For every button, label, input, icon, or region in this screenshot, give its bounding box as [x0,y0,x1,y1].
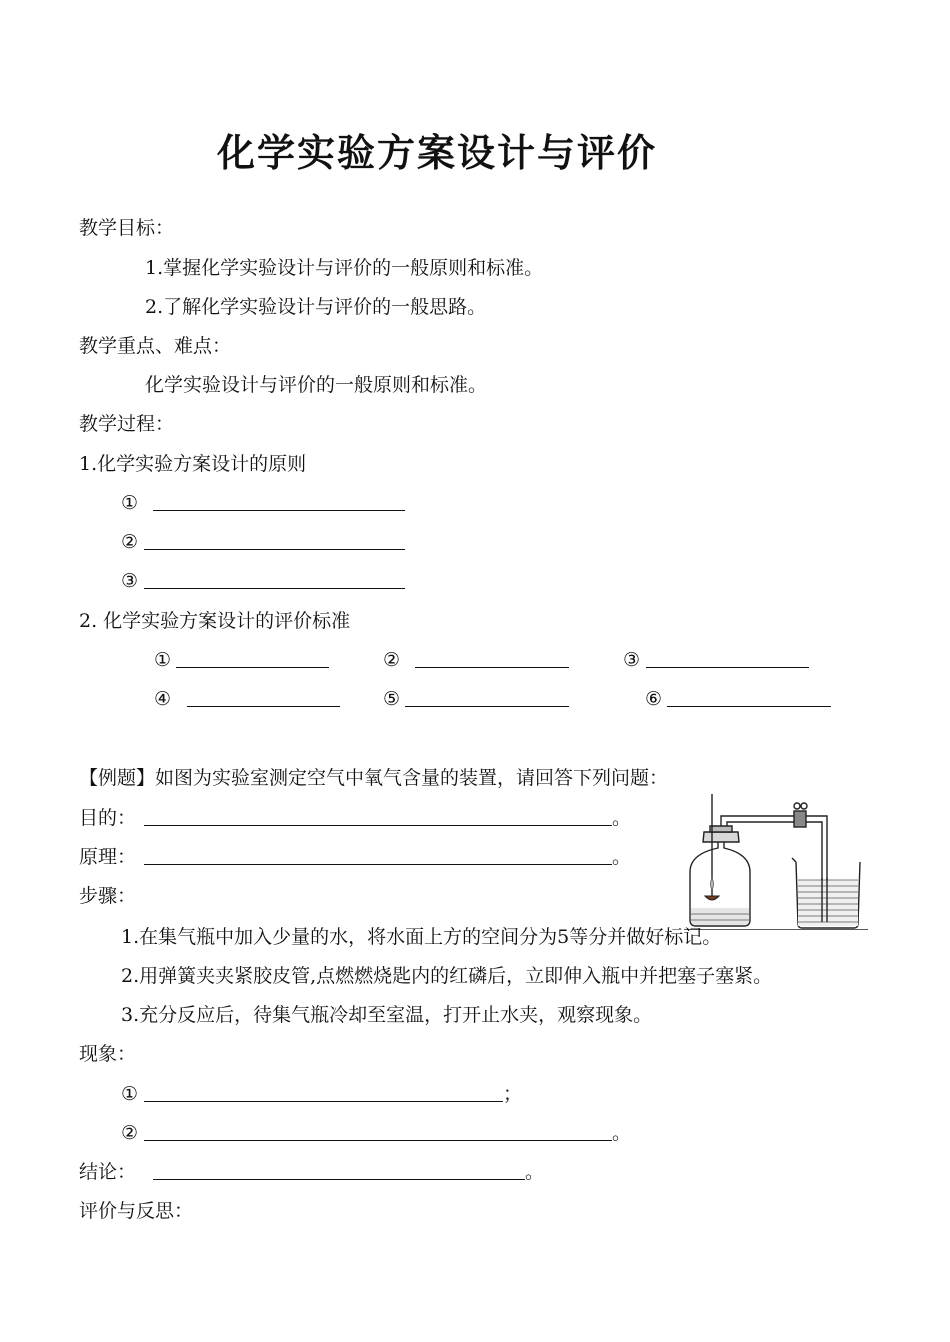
principle-blank-1[interactable] [153,510,405,511]
evaluation-label: 评价与反思： [79,1200,194,1222]
standard-marker-4: ④ [154,688,172,710]
objective-item-1: 1.掌握化学实验设计与评价的一般原则和标准。 [145,257,544,279]
phenomena-label: 现象： [79,1043,137,1065]
conclusion-label: 结论： [79,1161,137,1183]
standard-marker-1: ① [154,649,172,671]
principle-label: 原理： [79,846,137,868]
standard-marker-2: ② [383,649,401,671]
principle-marker-3: ③ [121,570,139,592]
conclusion-blank[interactable] [153,1179,525,1180]
key-points-text: 化学实验设计与评价的一般原则和标准。 [145,374,488,396]
phenomenon-end-2: 。 [612,1122,632,1144]
standard-blank-3[interactable] [646,667,809,668]
apparatus-illustration [684,792,868,930]
objectives-heading: 教学目标： [79,217,175,239]
process-heading: 教学过程： [79,413,175,435]
steps-label: 步骤： [79,885,137,907]
principle-blank-3[interactable] [144,588,405,589]
standard-blank-4[interactable] [187,706,340,707]
step-3: 3.充分反应后，待集气瓶冷却至室温，打开止水夹，观察现象。 [121,1004,653,1026]
section1-title: 1.化学实验方案设计的原则 [79,453,307,475]
standard-blank-2[interactable] [415,667,569,668]
key-points-heading: 教学重点、难点： [79,335,232,357]
phenomenon-marker-1: ① [121,1083,139,1105]
purpose-end: 。 [612,807,632,829]
phenomenon-marker-2: ② [121,1122,139,1144]
principle-blank[interactable] [144,864,612,865]
standard-blank-1[interactable] [176,667,329,668]
standard-blank-6[interactable] [667,706,831,707]
standard-marker-3: ③ [623,649,641,671]
section2-title: 2. 化学实验方案设计的评价标准 [79,610,351,632]
phenomenon-end-1: ； [503,1083,523,1105]
phenomenon-blank-1[interactable] [144,1101,503,1102]
principle-marker-1: ① [121,492,139,514]
step-2: 2.用弹簧夹夹紧胶皮管,点燃燃烧匙内的红磷后，立即伸入瓶中并把塞子塞紧。 [121,965,773,987]
purpose-blank[interactable] [144,825,612,826]
example-heading: 【例题】如图为实验室测定空气中氧气含量的装置，请回答下列问题： [79,767,669,789]
step-1: 1.在集气瓶中加入少量的水，将水面上方的空间分为5等分并做好标记。 [121,926,722,948]
principle-end: 。 [612,846,632,868]
purpose-label: 目的： [79,807,137,829]
principle-blank-2[interactable] [144,549,405,550]
conclusion-end: 。 [525,1161,545,1183]
phenomenon-blank-2[interactable] [144,1140,612,1141]
standard-marker-5: ⑤ [383,688,401,710]
objective-item-2: 2.了解化学实验设计与评价的一般思路。 [145,296,487,318]
standard-blank-5[interactable] [405,706,569,707]
page-title: 化学实验方案设计与评价 [216,131,657,175]
principle-marker-2: ② [121,531,139,553]
standard-marker-6: ⑥ [645,688,663,710]
